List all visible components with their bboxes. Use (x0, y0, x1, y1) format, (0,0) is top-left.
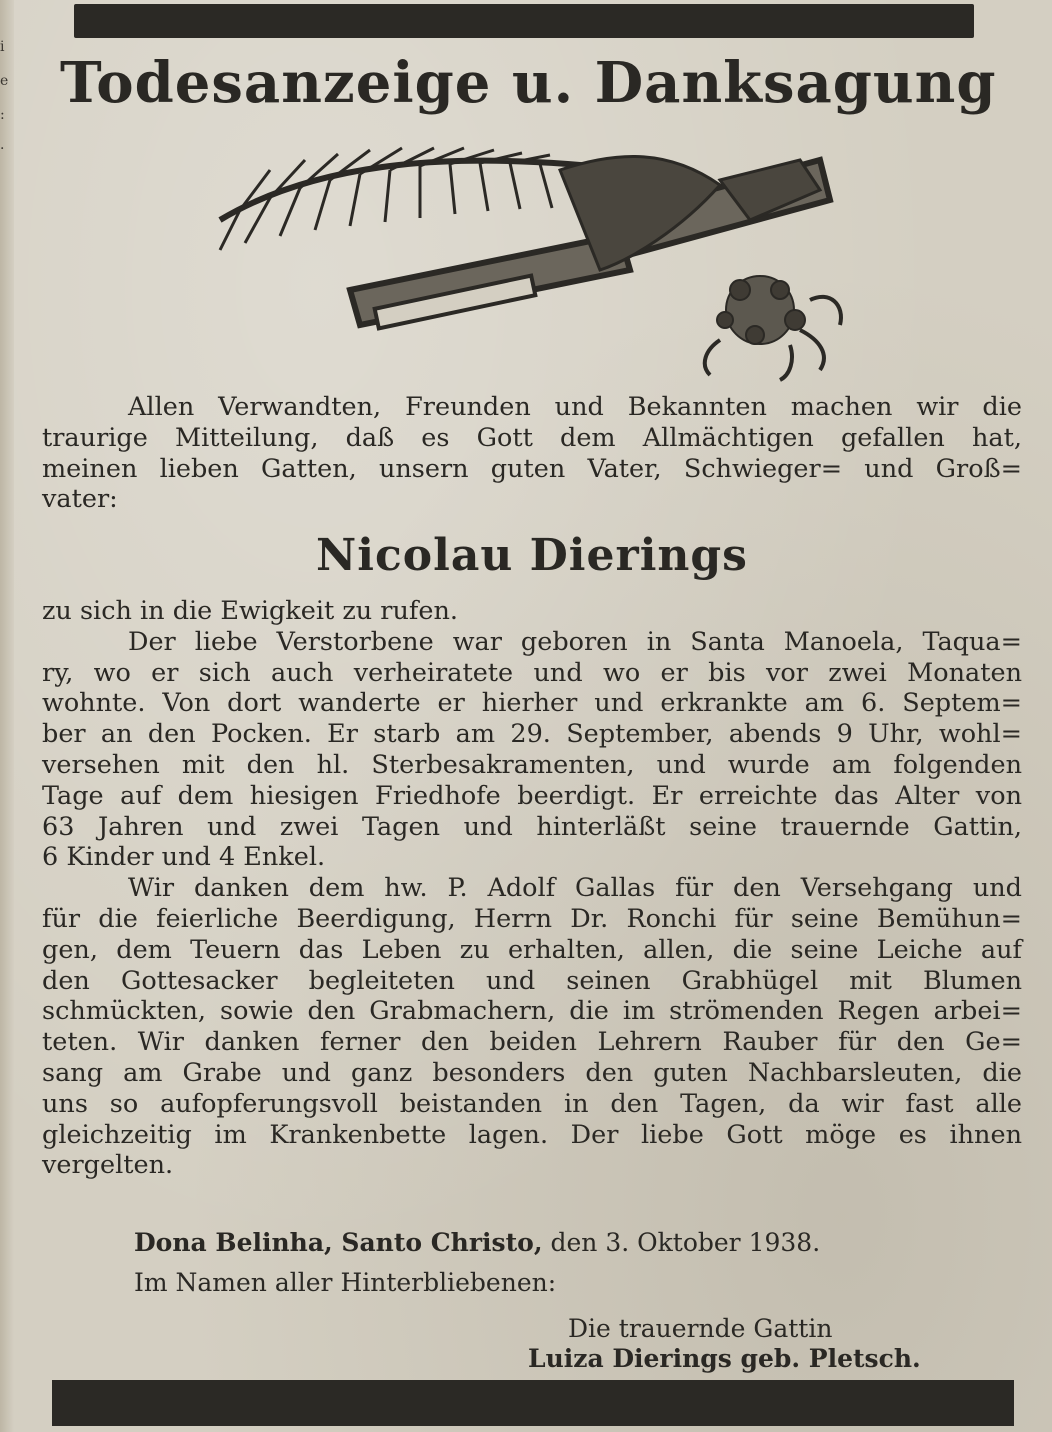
signatory-title: Die trauernde Gattin (568, 1314, 833, 1343)
text-line: ber an den Pocken. Er starb am 29. September, abends 9 Uhr, wohl= (42, 719, 1022, 750)
text-line: versehen mit den hl. Sterbesakramenten, und wurde am folgenden (42, 749, 1022, 780)
place: Dona Belinha, Santo Christo, (134, 1228, 543, 1257)
text-line: gleichzeitig im Krankenbette lagen. Der liebe Gott möge es ihnen (42, 1119, 1022, 1150)
intro-paragraph (42, 392, 1022, 515)
text-line: 63 Jahren und zwei Tagen und hinterläßt seine trauernde Gattin, (42, 811, 1022, 842)
place-and-date (134, 1228, 820, 1257)
text-line: wohnte. Von dort wanderte er hierher und erkrankte am 6. Septem= (42, 688, 1022, 719)
margin-glyph: i (0, 39, 5, 55)
text-line: Allen Verwandten, Freunden und Bekannten machen wir die (128, 392, 1022, 422)
text-line: gen, dem Teuern das Leben zu erhalten, allen, die seine Leiche auf (42, 934, 1022, 965)
text-line: uns so aufopferungsvoll beistanden in den Tagen, da wir fast alle (42, 1088, 1022, 1119)
flower-wreath-icon (705, 276, 841, 380)
margin-glyph: · (0, 141, 5, 157)
bottom-border-rule (52, 1380, 1014, 1426)
top-border-rule (74, 4, 974, 38)
margin-glyph: e (0, 73, 9, 89)
text-line: traurige Mitteilung, daß es Gott dem Allmächtigen gefallen hat, (42, 422, 1022, 453)
deceased-name: Nicolau Dierings (316, 530, 748, 581)
signatory-name: Luiza Dierings geb. Pletsch. (528, 1344, 921, 1373)
text-line: zu sich in die Ewigkeit zu rufen. (42, 596, 458, 626)
text-line: teten. Wir danken ferner den beiden Lehrern Rauber für den Ge= (42, 1027, 1022, 1058)
adjacent-column-edge (0, 0, 14, 1432)
text-line: Der liebe Verstorbene war geboren in Santa Manoela, Taqua= (128, 626, 1022, 657)
margin-glyph: : (0, 107, 5, 123)
text-line: 6 Kinder und 4 Enkel. (42, 842, 326, 873)
on-behalf-line: Im Namen aller Hinterbliebenen: (134, 1268, 557, 1297)
date: den 3. Oktober 1938. (550, 1228, 821, 1257)
adjacent-column-fragments (0, 30, 14, 166)
palm-cross-wreath-icon (200, 130, 860, 390)
text-line: ry, wo er sich auch verheiratete und wo er bis vor zwei Monaten (42, 657, 1022, 688)
text-line: Tage auf dem hiesigen Friedhofe beerdigt. Er erreichte das Alter von (42, 780, 1022, 811)
text-line: vater: (42, 484, 118, 515)
body-text (42, 596, 1022, 1181)
text-line: meinen lieben Gatten, unsern guten Vater, Schwieger= und Groß= (42, 453, 1022, 484)
text-line: für die feierliche Beerdigung, Herrn Dr. Ronchi für seine Bemühun= (42, 903, 1022, 934)
text-line: sang am Grabe und ganz besonders den guten Nachbarsleuten, die (42, 1057, 1022, 1088)
announcement-title: Todesanzeige u. Danksagung (60, 50, 997, 116)
text-line: schmückten, sowie den Grabmachern, die im strömenden Regen arbei= (42, 996, 1022, 1027)
text-line: vergelten. (42, 1150, 174, 1181)
text-line: Wir danken dem hw. P. Adolf Gallas für den Versehgang und (128, 873, 1022, 904)
text-line: den Gottesacker begleiteten und seinen Grabhügel mit Blumen (42, 965, 1022, 996)
